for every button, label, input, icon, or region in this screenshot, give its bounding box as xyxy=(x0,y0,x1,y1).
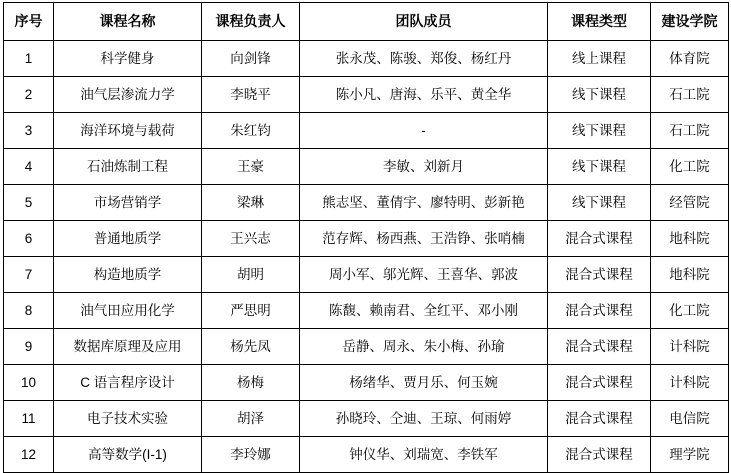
cell-course-name: 油气田应用化学 xyxy=(54,293,202,329)
cell-team-members: 钟仪华、刘瑞宽、李铁军 xyxy=(300,437,548,473)
table-row xyxy=(4,257,729,293)
cell-course-type: 混合式课程 xyxy=(548,401,651,437)
table-row xyxy=(4,113,729,149)
cell-team-members: 熊志坚、董倩宇、廖特明、彭新艳 xyxy=(300,185,548,221)
table-row xyxy=(4,185,729,221)
cell-course-leader: 李玲娜 xyxy=(202,437,300,473)
cell-course-type: 混合式课程 xyxy=(548,257,651,293)
cell-course-leader: 李晓平 xyxy=(202,77,300,113)
cell-course-leader: 梁琳 xyxy=(202,185,300,221)
cell-seq: 6 xyxy=(4,221,54,257)
cell-course-leader: 王兴志 xyxy=(202,221,300,257)
cell-course-leader: 向剑锋 xyxy=(202,41,300,77)
cell-course-name: 石油炼制工程 xyxy=(54,149,202,185)
cell-college: 电信院 xyxy=(651,401,729,437)
cell-course-name: 海洋环境与载荷 xyxy=(54,113,202,149)
cell-course-name: 高等数学(I-1) xyxy=(54,437,202,473)
cell-seq: 11 xyxy=(4,401,54,437)
table-row xyxy=(4,41,729,77)
cell-college: 石工院 xyxy=(651,77,729,113)
column-header-course-type: 课程类型 xyxy=(548,3,651,41)
cell-college: 计科院 xyxy=(651,329,729,365)
cell-team-members: 孙晓玲、仝迪、王琼、何雨婷 xyxy=(300,401,548,437)
table-row xyxy=(4,77,729,113)
cell-team-members: 张永茂、陈骏、郑俊、杨红丹 xyxy=(300,41,548,77)
table-row xyxy=(4,401,729,437)
table-row xyxy=(4,293,729,329)
cell-seq: 2 xyxy=(4,77,54,113)
cell-course-leader: 朱红钧 xyxy=(202,113,300,149)
cell-college: 化工院 xyxy=(651,293,729,329)
cell-course-name: 市场营销学 xyxy=(54,185,202,221)
cell-team-members: 李敏、刘新月 xyxy=(300,149,548,185)
cell-team-members: 周小军、邬光辉、王喜华、郭波 xyxy=(300,257,548,293)
cell-seq: 3 xyxy=(4,113,54,149)
cell-course-name: 电子技术实验 xyxy=(54,401,202,437)
table-header xyxy=(4,3,729,41)
column-header-team-members: 团队成员 xyxy=(300,3,548,41)
cell-college: 理学院 xyxy=(651,437,729,473)
cell-course-name: 数据库原理及应用 xyxy=(54,329,202,365)
cell-team-members: 陈小凡、唐海、乐平、黄全华 xyxy=(300,77,548,113)
cell-course-type: 混合式课程 xyxy=(548,365,651,401)
cell-course-type: 混合式课程 xyxy=(548,329,651,365)
cell-course-type: 混合式课程 xyxy=(548,293,651,329)
cell-team-members: 陈馥、赖南君、全红平、邓小刚 xyxy=(300,293,548,329)
column-header-college: 建设学院 xyxy=(651,3,729,41)
cell-course-type: 线下课程 xyxy=(548,185,651,221)
table-row xyxy=(4,149,729,185)
cell-course-leader: 王豪 xyxy=(202,149,300,185)
cell-course-leader: 严思明 xyxy=(202,293,300,329)
cell-college: 化工院 xyxy=(651,149,729,185)
table-body xyxy=(4,41,729,473)
table-header-row xyxy=(4,3,729,41)
cell-seq: 8 xyxy=(4,293,54,329)
cell-course-leader: 杨先凤 xyxy=(202,329,300,365)
cell-seq: 4 xyxy=(4,149,54,185)
cell-seq: 7 xyxy=(4,257,54,293)
cell-college: 地科院 xyxy=(651,257,729,293)
cell-course-type: 线下课程 xyxy=(548,149,651,185)
cell-course-type: 线下课程 xyxy=(548,77,651,113)
cell-team-members: 杨绪华、贾月乐、何玉婉 xyxy=(300,365,548,401)
cell-team-members: 范存辉、杨西燕、王浩铮、张哨楠 xyxy=(300,221,548,257)
column-header-seq: 序号 xyxy=(4,3,54,41)
course-list-table xyxy=(3,2,729,473)
cell-college: 计科院 xyxy=(651,365,729,401)
cell-course-name: 构造地质学 xyxy=(54,257,202,293)
cell-course-name: 科学健身 xyxy=(54,41,202,77)
cell-team-members: 岳静、周永、朱小梅、孙瑜 xyxy=(300,329,548,365)
cell-course-type: 混合式课程 xyxy=(548,437,651,473)
column-header-course-name: 课程名称 xyxy=(54,3,202,41)
cell-seq: 10 xyxy=(4,365,54,401)
cell-course-leader: 杨梅 xyxy=(202,365,300,401)
cell-course-type: 线上课程 xyxy=(548,41,651,77)
cell-course-leader: 胡明 xyxy=(202,257,300,293)
table-row xyxy=(4,437,729,473)
cell-seq: 1 xyxy=(4,41,54,77)
table-row xyxy=(4,221,729,257)
cell-seq: 12 xyxy=(4,437,54,473)
cell-team-members: - xyxy=(300,113,548,149)
table-row xyxy=(4,365,729,401)
cell-course-leader: 胡泽 xyxy=(202,401,300,437)
cell-course-type: 线下课程 xyxy=(548,113,651,149)
cell-college: 体育院 xyxy=(651,41,729,77)
table-row xyxy=(4,329,729,365)
cell-seq: 9 xyxy=(4,329,54,365)
cell-course-name: 普通地质学 xyxy=(54,221,202,257)
cell-seq: 5 xyxy=(4,185,54,221)
cell-course-type: 混合式课程 xyxy=(548,221,651,257)
cell-college: 地科院 xyxy=(651,221,729,257)
column-header-course-leader: 课程负责人 xyxy=(202,3,300,41)
cell-college: 石工院 xyxy=(651,113,729,149)
cell-course-name: 油气层渗流力学 xyxy=(54,77,202,113)
cell-college: 经管院 xyxy=(651,185,729,221)
cell-course-name: C 语言程序设计 xyxy=(54,365,202,401)
